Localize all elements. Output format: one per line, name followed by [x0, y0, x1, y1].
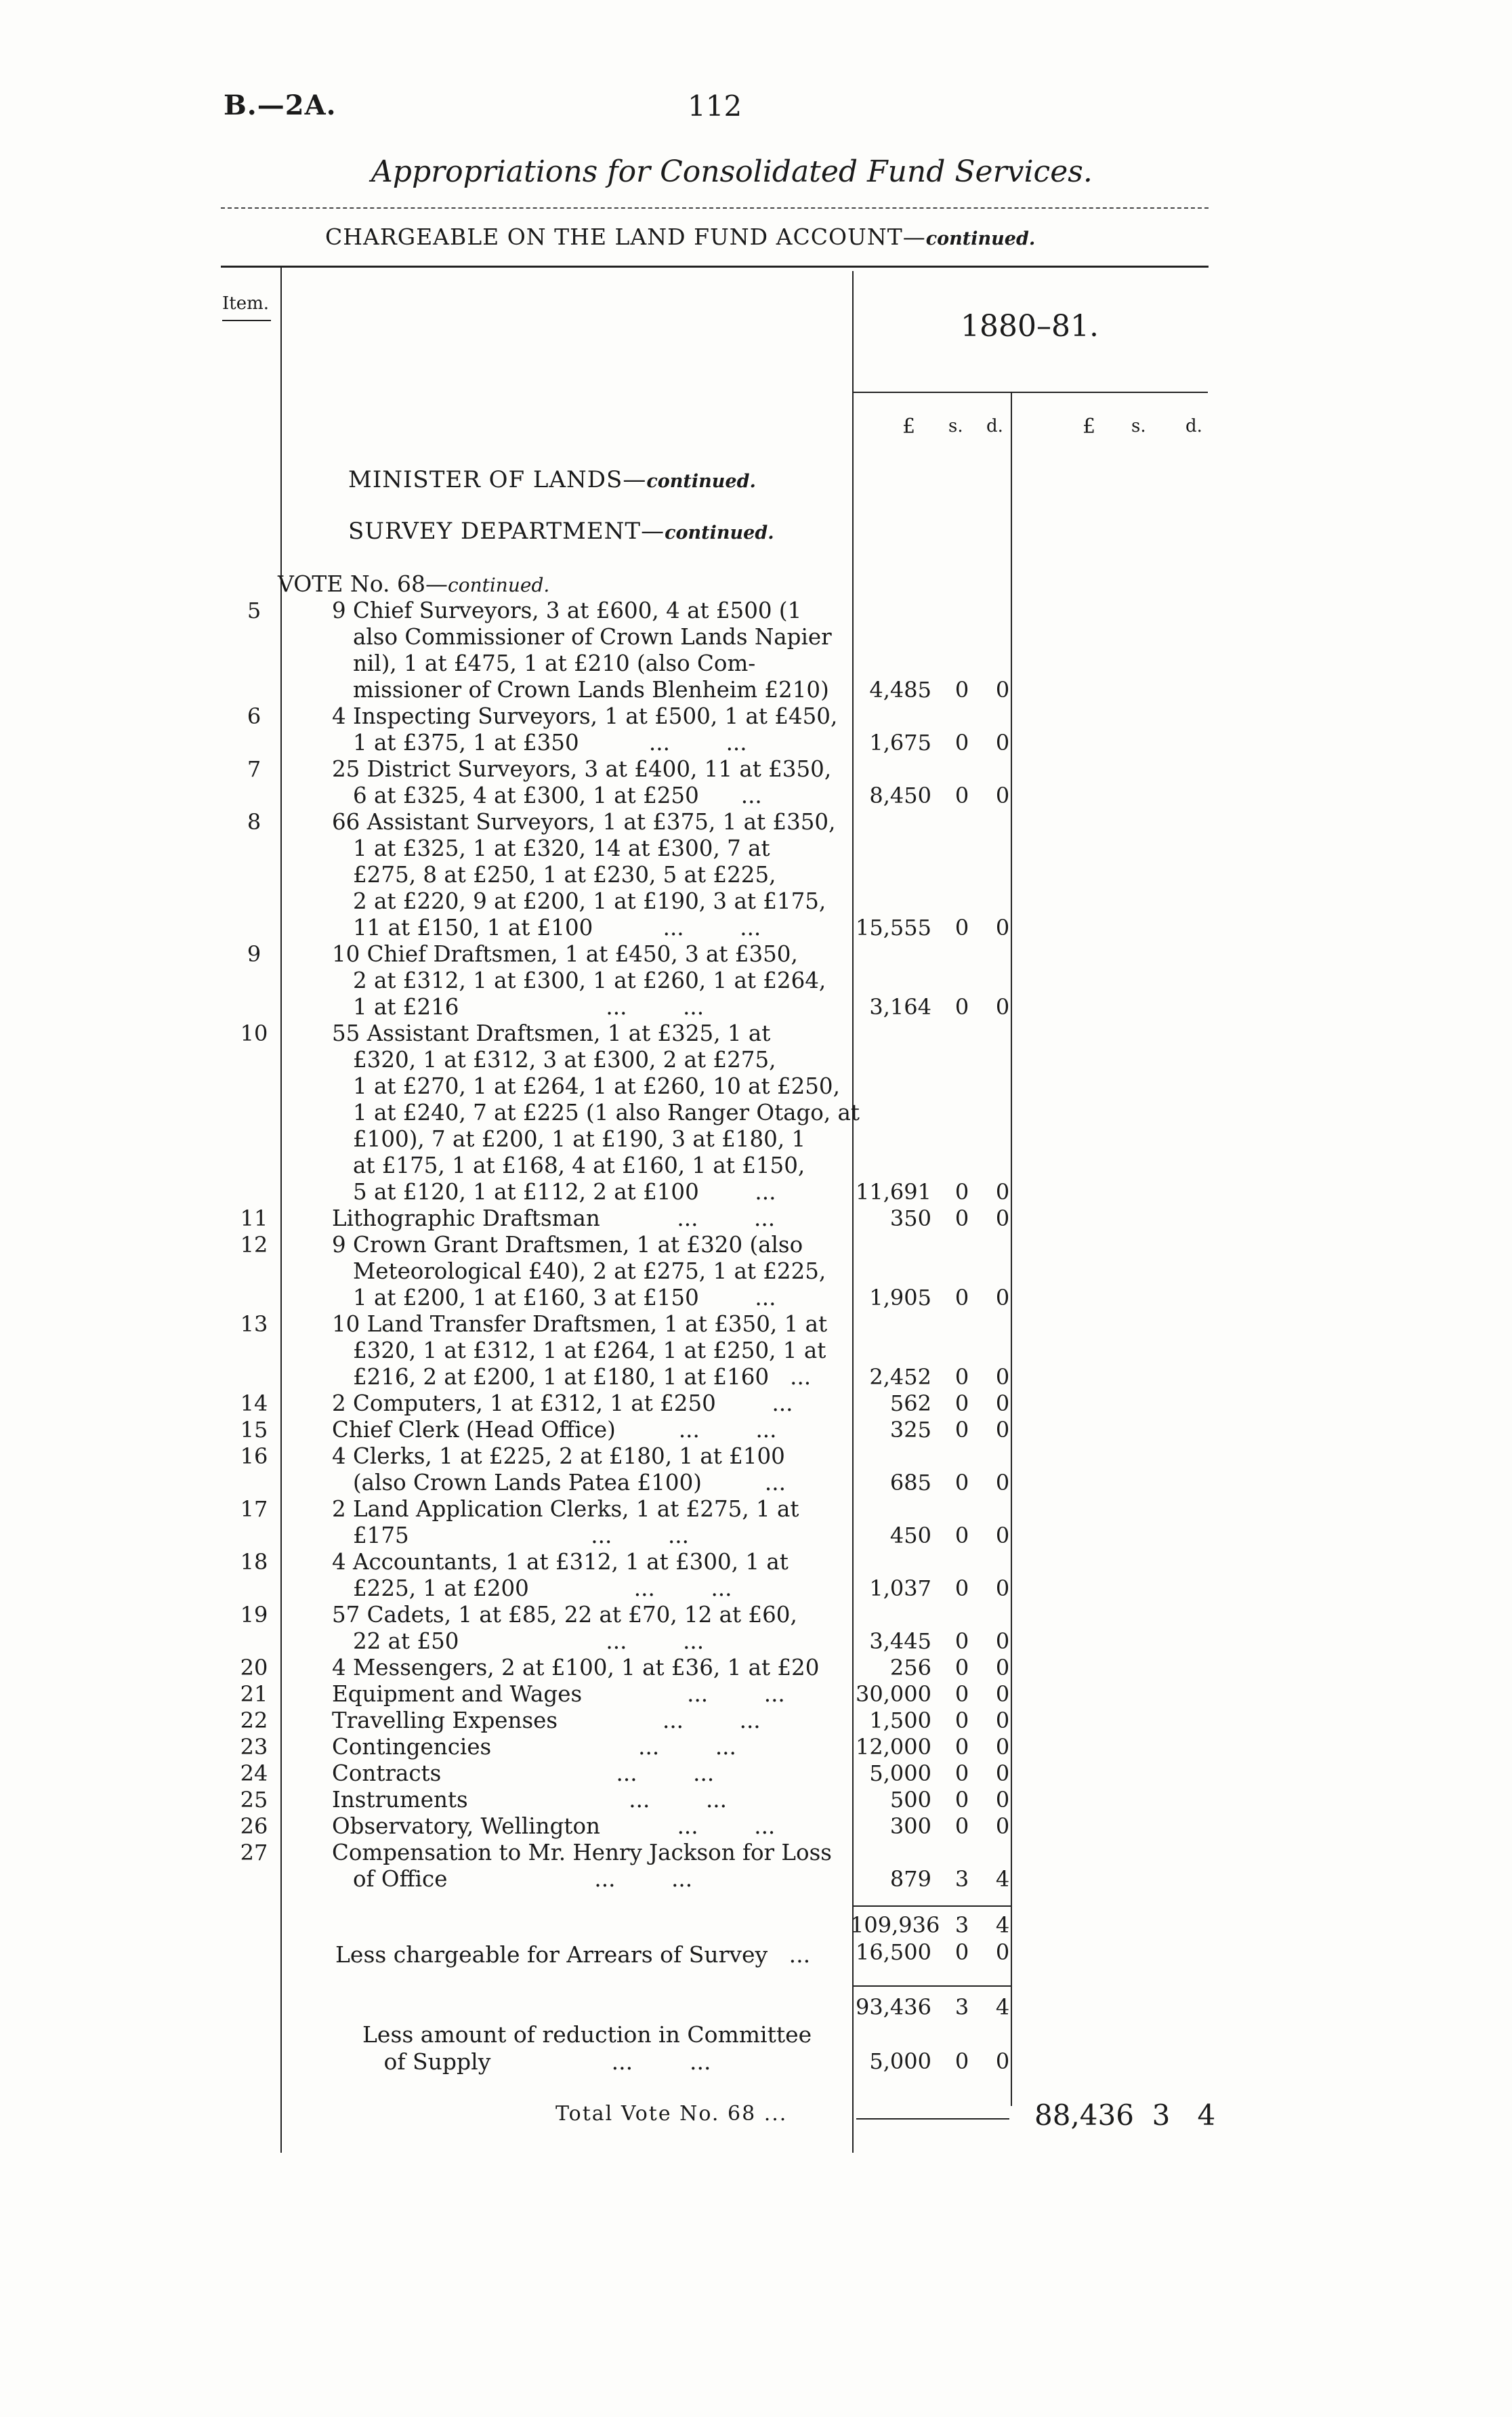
item-pounds: 5,000	[869, 1760, 931, 1786]
item-pence: 0	[995, 1205, 1010, 1231]
item-shillings: 0	[954, 994, 969, 1020]
item-description-line: 10 Chief Draftsmen, 1 at £450, 3 at £350,	[332, 941, 798, 967]
item-pounds: 300	[889, 1813, 931, 1839]
item-pence: 0	[995, 994, 1010, 1020]
item-description-line: 1 at £325, 1 at £320, 14 at £300, 7 at	[332, 835, 770, 861]
item-number: 12	[240, 1232, 268, 1258]
item-shillings: 0	[954, 1681, 969, 1707]
item-shillings: 0	[954, 783, 969, 808]
currency-pounds-total: £	[1083, 415, 1096, 438]
item-description-line: 5 at £120, 1 at £112, 2 at £100 ...	[332, 1179, 776, 1205]
minister-heading-text: MINISTER OF LANDS—	[348, 466, 647, 493]
item-description-line: Instruments ... ...	[332, 1787, 727, 1813]
after-arrears-pence: 4	[995, 1994, 1010, 2020]
less-reduction-pounds: 5,000	[869, 2048, 931, 2074]
minister-heading	[348, 466, 756, 493]
item-shillings: 0	[954, 1364, 969, 1390]
item-pounds: 30,000	[856, 1681, 931, 1707]
table-top-rule	[221, 266, 1209, 268]
item-shillings: 0	[954, 1628, 969, 1654]
item-description-line: 2 Computers, 1 at £312, 1 at £250 ...	[332, 1390, 793, 1416]
item-description-line: Observatory, Wellington ... ...	[332, 1813, 776, 1839]
item-number: 11	[240, 1205, 268, 1231]
item-shillings: 0	[954, 1179, 969, 1205]
total-pounds: 88,436	[1034, 2099, 1134, 2132]
item-shillings: 0	[954, 1285, 969, 1310]
item-description-line: Meteorological £40), 2 at £275, 1 at £225,	[332, 1258, 826, 1284]
item-description-line: 6 at £325, 4 at £300, 1 at £250 ...	[332, 783, 762, 808]
subtotal-pence: 4	[995, 1912, 1010, 1938]
item-shillings: 0	[954, 677, 969, 703]
item-pence: 0	[995, 1734, 1010, 1760]
item-pence: 0	[995, 730, 1010, 756]
item-number: 5	[247, 598, 261, 623]
item-description-line: Travelling Expenses ... ...	[332, 1708, 761, 1733]
item-number: 18	[240, 1549, 268, 1575]
item-number: 20	[240, 1655, 268, 1680]
item-shillings: 0	[954, 730, 969, 756]
item-number: 16	[240, 1443, 268, 1469]
item-description-line: 55 Assistant Draftsmen, 1 at £325, 1 at	[332, 1020, 771, 1046]
item-shillings: 0	[954, 1417, 969, 1443]
section-heading	[325, 224, 1035, 250]
item-shillings: 0	[954, 1708, 969, 1733]
item-description-line: Equipment and Wages ... ...	[332, 1681, 785, 1707]
currency-shillings: s.	[948, 416, 963, 436]
item-pence: 0	[995, 1575, 1010, 1601]
item-description-line: 1 at £375, 1 at £350 ... ...	[332, 730, 747, 756]
total-shillings: 3	[1152, 2099, 1171, 2132]
currency-pence-total: d.	[1185, 416, 1202, 436]
department-heading-text: SURVEY DEPARTMENT—	[348, 518, 665, 545]
currency-pounds: £	[902, 415, 916, 438]
item-pounds: 1,905	[869, 1285, 931, 1310]
item-description-line: 22 at £50 ... ...	[332, 1628, 705, 1654]
item-pounds: 11,691	[856, 1179, 931, 1205]
less-reduction-line-2: of Supply ... ...	[362, 2048, 711, 2075]
item-description-line: 57 Cadets, 1 at £85, 22 at £70, 12 at £60,	[332, 1602, 797, 1628]
item-shillings: 0	[954, 1390, 969, 1416]
after-arrears-pounds: 93,436	[856, 1994, 931, 2020]
item-pence: 0	[995, 1681, 1010, 1707]
item-pounds: 12,000	[856, 1734, 931, 1760]
minister-heading-continued: continued.	[646, 471, 756, 492]
item-pounds: 879	[889, 1866, 931, 1892]
item-description-line: 11 at £150, 1 at £100 ... ...	[332, 915, 761, 941]
page-number: 112	[688, 89, 742, 123]
item-number: 27	[240, 1840, 268, 1865]
item-pence: 4	[995, 1866, 1010, 1892]
subtotal-pounds: 109,936	[850, 1912, 940, 1938]
subtotal-shillings: 3	[954, 1912, 969, 1938]
item-description-line: Compensation to Mr. Henry Jackson for Loss	[332, 1840, 832, 1865]
item-description-line: £175 ... ...	[332, 1523, 689, 1548]
item-pence: 0	[995, 1417, 1010, 1443]
item-description-line: 2 Land Application Clerks, 1 at £275, 1 at	[332, 1496, 799, 1522]
item-pounds: 256	[889, 1655, 931, 1680]
item-number: 24	[240, 1760, 268, 1786]
year-underline-right	[1011, 392, 1208, 393]
item-description-line: missioner of Crown Lands Blenheim £210)	[332, 677, 829, 703]
total-left-rule	[856, 2118, 1009, 2120]
item-description-line: (also Crown Lands Patea £100) ...	[332, 1470, 786, 1495]
item-number: 6	[247, 703, 261, 729]
item-shillings: 0	[954, 1787, 969, 1813]
item-description-line: £320, 1 at £312, 3 at £300, 2 at £275,	[332, 1047, 776, 1073]
item-description-line: Chief Clerk (Head Office) ... ...	[332, 1417, 777, 1443]
year-underline	[852, 392, 1011, 393]
less-reduction-line-1: Less amount of reduction in Committee	[362, 2021, 812, 2048]
item-pounds: 500	[889, 1787, 931, 1813]
item-description-line: 1 at £270, 1 at £264, 1 at £260, 10 at £250,	[332, 1073, 840, 1099]
item-description-line: 1 at £216 ... ...	[332, 994, 705, 1020]
item-number: 22	[240, 1708, 268, 1733]
item-shillings: 0	[954, 1205, 969, 1231]
item-pence: 0	[995, 1813, 1010, 1839]
currency-shillings-total: s.	[1131, 416, 1146, 436]
item-number: 13	[240, 1311, 268, 1337]
item-pence: 0	[995, 1470, 1010, 1495]
item-pounds: 1,675	[869, 730, 931, 756]
item-shillings: 3	[954, 1866, 969, 1892]
item-column-rule	[280, 266, 282, 2153]
section-heading-text: CHARGEABLE ON THE LAND FUND ACCOUNT—	[325, 224, 926, 250]
item-number: 7	[247, 756, 261, 782]
item-shillings: 0	[954, 1575, 969, 1601]
item-number: 21	[240, 1681, 268, 1707]
item-description-line: also Commissioner of Crown Lands Napier	[332, 624, 832, 650]
item-shillings: 0	[954, 915, 969, 941]
department-heading	[348, 518, 774, 545]
item-description-line: Contracts ... ...	[332, 1760, 715, 1786]
document-reference: B.—2A.	[224, 89, 337, 121]
total-pence: 4	[1197, 2099, 1216, 2132]
item-pence: 0	[995, 783, 1010, 808]
item-pounds: 325	[889, 1417, 931, 1443]
item-description-line: nil), 1 at £475, 1 at £210 (also Com-	[332, 650, 756, 676]
item-pounds: 15,555	[856, 915, 931, 941]
item-description-line: of Office ... ...	[332, 1866, 693, 1892]
item-pence: 0	[995, 1523, 1010, 1548]
item-pounds: 3,445	[869, 1628, 931, 1654]
item-description-line: Lithographic Draftsman ... ...	[332, 1205, 776, 1231]
item-number: 26	[240, 1813, 268, 1839]
item-description-line: 4 Inspecting Surveyors, 1 at £500, 1 at £450,	[332, 703, 838, 729]
item-shillings: 0	[954, 1734, 969, 1760]
item-description-line: 1 at £200, 1 at £160, 3 at £150 ...	[332, 1285, 776, 1310]
item-description-line: 10 Land Transfer Draftsmen, 1 at £350, 1 at	[332, 1311, 828, 1337]
item-pence: 0	[995, 677, 1010, 703]
item-pounds: 1,500	[869, 1708, 931, 1733]
item-description-line: 1 at £240, 7 at £225 (1 also Ranger Otago, at	[332, 1100, 860, 1125]
item-description-line: 66 Assistant Surveyors, 1 at £375, 1 at £350,	[332, 809, 836, 835]
department-heading-continued: continued.	[665, 522, 774, 543]
item-pounds: 562	[889, 1390, 931, 1416]
item-number: 19	[240, 1602, 268, 1628]
item-description-line: £216, 2 at £200, 1 at £180, 1 at £160 ...	[332, 1364, 812, 1390]
currency-pence: d.	[986, 416, 1003, 436]
item-description-line: £275, 8 at £250, 1 at £230, 5 at £225,	[332, 862, 776, 888]
item-pence: 0	[995, 915, 1010, 941]
item-number: 9	[247, 941, 261, 967]
item-shillings: 0	[954, 1523, 969, 1548]
item-description-line: Contingencies ... ...	[332, 1734, 736, 1760]
subtotal-column-rule	[1011, 392, 1012, 2106]
less-arrears-pence: 0	[995, 1939, 1010, 1965]
vote-heading-continued: continued.	[448, 574, 550, 596]
less-arrears-shillings: 0	[954, 1939, 969, 1965]
item-number: 23	[240, 1734, 268, 1760]
item-description-line: 9 Crown Grant Draftsmen, 1 at £320 (also	[332, 1232, 803, 1258]
item-pounds: 4,485	[869, 677, 931, 703]
item-pounds: 450	[889, 1523, 931, 1548]
item-pence: 0	[995, 1708, 1010, 1733]
item-description-line: £225, 1 at £200 ... ...	[332, 1575, 732, 1601]
less-reduction-shillings: 0	[954, 2048, 969, 2074]
item-pence: 0	[995, 1364, 1010, 1390]
item-pounds: 685	[889, 1470, 931, 1495]
item-pounds: 350	[889, 1205, 931, 1231]
item-description-line: 4 Accountants, 1 at £312, 1 at £300, 1 at	[332, 1549, 789, 1575]
item-pounds: 2,452	[869, 1364, 931, 1390]
item-shillings: 0	[954, 1760, 969, 1786]
item-pounds: 8,450	[869, 783, 931, 808]
item-pence: 0	[995, 1628, 1010, 1654]
item-shillings: 0	[954, 1470, 969, 1495]
year-heading: 1880–81.	[961, 309, 1099, 344]
item-description-line: 4 Clerks, 1 at £225, 2 at £180, 1 at £100	[332, 1443, 785, 1469]
item-number: 17	[240, 1496, 268, 1522]
item-description-line: £100), 7 at £200, 1 at £190, 3 at £180, 1	[332, 1126, 806, 1152]
less-reduction-pence: 0	[995, 2048, 1010, 2074]
item-pence: 0	[995, 1787, 1010, 1813]
item-description-line: 2 at £312, 1 at £300, 1 at £260, 1 at £264,	[332, 968, 826, 993]
item-number: 14	[240, 1390, 268, 1416]
item-pence: 0	[995, 1760, 1010, 1786]
page-title: Appropriations for Consolidated Fund Services.	[371, 154, 1093, 189]
after-arrears-shillings: 3	[954, 1994, 969, 2020]
item-shillings: 0	[954, 1655, 969, 1680]
item-number: 25	[240, 1787, 268, 1813]
item-pence: 0	[995, 1285, 1010, 1310]
item-number: 8	[247, 809, 261, 835]
item-description-line: £320, 1 at £312, 1 at £264, 1 at £250, 1 at	[332, 1338, 826, 1363]
item-pence: 0	[995, 1390, 1010, 1416]
item-description-line: 4 Messengers, 2 at £100, 1 at £36, 1 at £20	[332, 1655, 820, 1680]
total-vote-label: Total Vote No. 68 ...	[555, 2102, 788, 2126]
item-header-underline	[222, 320, 271, 321]
item-column-header: Item.	[222, 293, 270, 314]
less-arrears-label: Less chargeable for Arrears of Survey ...	[335, 1941, 811, 1968]
section-heading-continued: continued.	[925, 228, 1036, 249]
item-description-line: 25 District Surveyors, 3 at £400, 11 at £350,	[332, 756, 832, 782]
less-arrears-pounds: 16,500	[856, 1939, 931, 1965]
title-rule	[221, 207, 1209, 209]
after-arrears-rule	[854, 1985, 1011, 1987]
item-description-line: 2 at £220, 9 at £200, 1 at £190, 3 at £175,	[332, 888, 826, 914]
item-description-line: at £175, 1 at £168, 4 at £160, 1 at £150,	[332, 1153, 805, 1178]
item-shillings: 0	[954, 1813, 969, 1839]
vote-heading	[278, 571, 549, 597]
item-pence: 0	[995, 1179, 1010, 1205]
item-description-line: 9 Chief Surveyors, 3 at £600, 4 at £500 (1	[332, 598, 802, 623]
item-pounds: 1,037	[869, 1575, 931, 1601]
item-number: 15	[240, 1417, 268, 1443]
item-pence: 0	[995, 1655, 1010, 1680]
total-vote-amount	[1034, 2099, 1215, 2132]
vote-heading-text: VOTE No. 68—	[278, 571, 448, 597]
item-pounds: 3,164	[869, 994, 931, 1020]
item-number: 10	[240, 1020, 268, 1046]
subtotal-rule	[854, 1905, 1011, 1907]
